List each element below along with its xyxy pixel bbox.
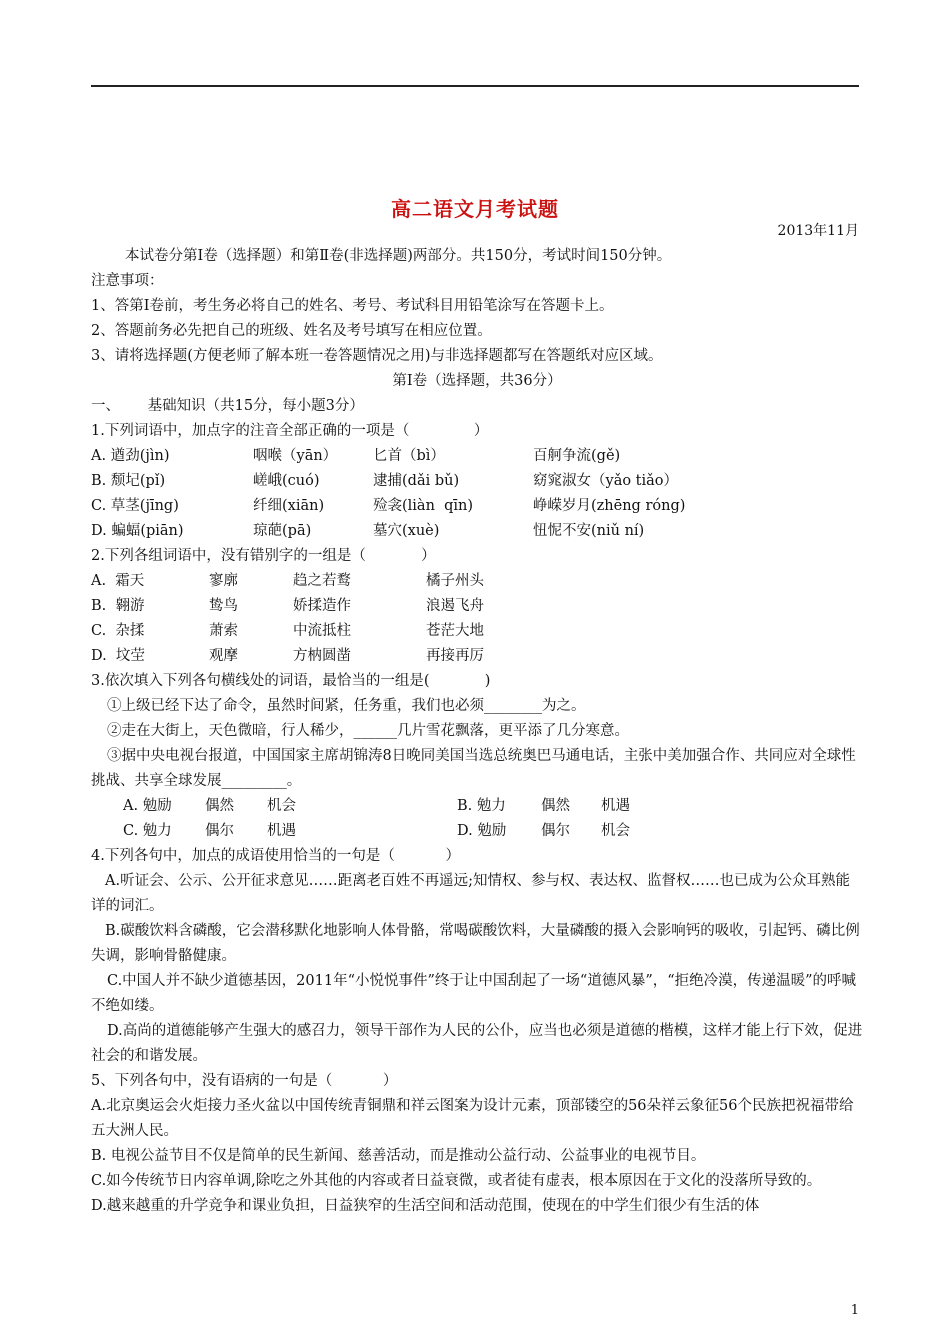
option-cell: D. 坟茔	[91, 648, 145, 664]
question-3-option-row	[91, 819, 863, 844]
question-5-stem: 5、下列各句中，没有语病的一句是（ ）	[91, 1073, 398, 1089]
question-5-option: D.越来越重的升学竞争和课业负担，日益狭窄的生活空间和活动范围，使现在的中学生们很少有生活的体	[91, 1198, 760, 1214]
note-item: 2、答题前务必先把自己的班级、姓名及考号填写在相应位置。	[91, 323, 492, 339]
option-cell: 殓衾(liàn qīn)	[373, 498, 474, 514]
exam-date: 2013年11月	[777, 223, 859, 239]
option-cell: 鸷鸟	[209, 598, 238, 614]
option-cell: 中流抵柱	[293, 623, 351, 639]
option-cell: 峥嵘岁月(zhēng róng)	[533, 498, 686, 514]
option-text: D. 勉励	[457, 823, 507, 839]
option-cell: 萧索	[209, 623, 238, 639]
question-3-option-row	[91, 794, 863, 819]
option-cell: D. 蝙蝠(piān)	[91, 523, 184, 539]
question-3-sentence: ③据中央电视台报道，中国国家主席胡锦涛8日晚同美国当选总统奥巴马通电话，主张中美加强合作、共同应对全球性挑战、共享全球发展_________。	[91, 748, 856, 789]
question-2-option-row	[91, 569, 863, 594]
header-rule	[91, 85, 859, 87]
question-2-option-row	[91, 594, 863, 619]
notes-heading: 注意事项：	[91, 273, 164, 289]
question-4-option: B.碳酸饮料含磷酸，它会潜移默化地影响人体骨骼，常喝碳酸饮料，大量磷酸的摄入会影响钙的吸收，引起钙、磷比例失调，影响骨骼健康。	[91, 923, 860, 964]
option-cell: 琼葩(pā)	[253, 523, 312, 539]
question-5-option: C.如今传统节日内容单调,除吃之外其他的内容或者日益衰微，或者徒有虚表，根本原因在于文化的没落所导致的。	[91, 1173, 822, 1189]
option-text: 偶然	[205, 798, 234, 814]
option-cell: 纤细(xiān)	[253, 498, 325, 514]
option-cell: B. 颓圮(pǐ)	[91, 473, 166, 489]
option-cell: 再接再厉	[426, 648, 484, 664]
question-2-option-row	[91, 619, 863, 644]
option-text: 机会	[601, 823, 630, 839]
option-cell: 忸怩不安(niǔ ní)	[533, 523, 645, 539]
option-cell: A. 霜天	[91, 573, 145, 589]
option-text: 偶然	[541, 798, 570, 814]
note-item: 3、请将选择题(方便老师了解本班一卷答题情况之用)与非选择题都写在答题纸对应区域。	[91, 348, 663, 364]
question-1-option-row	[91, 469, 863, 494]
option-cell: 百舸争流(gě)	[533, 448, 621, 464]
option-text: 偶尔	[205, 823, 234, 839]
question-5-option: A.北京奥运会火炬接力圣火盆以中国传统青铜鼎和祥云图案为设计元素，顶部镂空的56朵祥云象征56个民族把祝福带给五大洲人民。	[91, 1098, 854, 1139]
option-cell: 方枘圆凿	[293, 648, 351, 664]
note-item: 1、答第Ⅰ卷前，考生务必将自己的姓名、考号、考试科目用铅笔涂写在答题卡上。	[91, 298, 614, 314]
question-2-option-row	[91, 644, 863, 669]
option-cell: 橘子州头	[426, 573, 484, 589]
option-cell: 寥廓	[209, 573, 238, 589]
option-cell: 窈窕淑女（yǎo tiǎo）	[533, 473, 679, 489]
option-cell: 逮捕(dǎi bǔ)	[373, 473, 460, 489]
question-3-sentence: ①上级已经下达了命令，虽然时间紧，任务重，我们也必须________为之。	[107, 698, 586, 714]
intro-text: 本试卷分第Ⅰ卷（选择题）和第Ⅱ卷(非选择题)两部分。共150分，考试时间150分钟。	[125, 248, 672, 264]
question-4-option: D.高尚的道德能够产生强大的感召力，领导干部作为人民的公仆，应当也必须是道德的楷模，这样才能上行下效，促进社会的和谐发展。	[91, 1023, 863, 1064]
question-1-option-row	[91, 519, 863, 544]
option-cell: 匕首（bì）	[373, 448, 445, 464]
option-text: 机遇	[601, 798, 630, 814]
document-body	[91, 244, 863, 1219]
question-4-option: A.听证会、公示、公开征求意见……距离老百姓不再遥远;知情权、参与权、表达权、监督权……也已成为公众耳熟能详的词汇。	[91, 873, 850, 914]
option-cell: B. 翱游	[91, 598, 145, 614]
option-cell: 咽喉（yān）	[253, 448, 338, 464]
option-cell: 墓穴(xuè)	[373, 523, 440, 539]
option-cell: 趋之若鹜	[293, 573, 351, 589]
question-1-stem: 1.下列词语中，加点字的注音全部正确的一项是（ ）	[91, 423, 489, 439]
question-4-stem: 4.下列各句中，加点的成语使用恰当的一句是（ ）	[91, 848, 461, 864]
option-text: 机遇	[267, 823, 296, 839]
option-text: 偶尔	[541, 823, 570, 839]
question-3-sentence: ②走在大街上，天色微暗，行人稀少，______几片雪花飘落，更平添了几分寒意。	[107, 723, 629, 739]
volume-heading: 第Ⅰ卷（选择题，共36分）	[392, 373, 562, 389]
question-2-stem: 2.下列各组词语中，没有错别字的一组是（ ）	[91, 548, 436, 564]
option-cell: 观摩	[209, 648, 238, 664]
page-number: 1	[850, 1303, 859, 1318]
option-cell: C. 草茎(jīng)	[91, 498, 179, 514]
question-1-option-row	[91, 444, 863, 469]
option-cell: 嵯峨(cuó)	[253, 473, 320, 489]
page-title: 高二语文月考试题	[391, 197, 559, 221]
option-cell: C. 杂揉	[91, 623, 145, 639]
option-cell: 娇揉造作	[293, 598, 351, 614]
option-text: C. 勉力	[123, 823, 172, 839]
question-5-option: B. 电视公益节目不仅是简单的民生新闻、慈善活动，而是推动公益行动、公益事业的电视节目。	[91, 1148, 706, 1164]
option-cell: 浪遏飞舟	[426, 598, 484, 614]
option-cell: A. 遒劲(jìn)	[91, 448, 170, 464]
option-text: 机会	[267, 798, 296, 814]
question-3-stem: 3.依次填入下列各句横线处的词语，最恰当的一组是( )	[91, 673, 491, 689]
option-text: A. 勉励	[123, 798, 172, 814]
section-heading: 一、 基础知识（共15分，每小题3分）	[91, 398, 364, 414]
option-cell: 苍茫大地	[426, 623, 484, 639]
option-text: B. 勉力	[457, 798, 506, 814]
question-1-option-row	[91, 494, 863, 519]
question-4-option: C.中国人并不缺少道德基因，2011年“小悦悦事件”终于让中国刮起了一场“道德风暴”，“拒绝冷漠，传递温暖”的呼喊不绝如缕。	[91, 973, 857, 1014]
